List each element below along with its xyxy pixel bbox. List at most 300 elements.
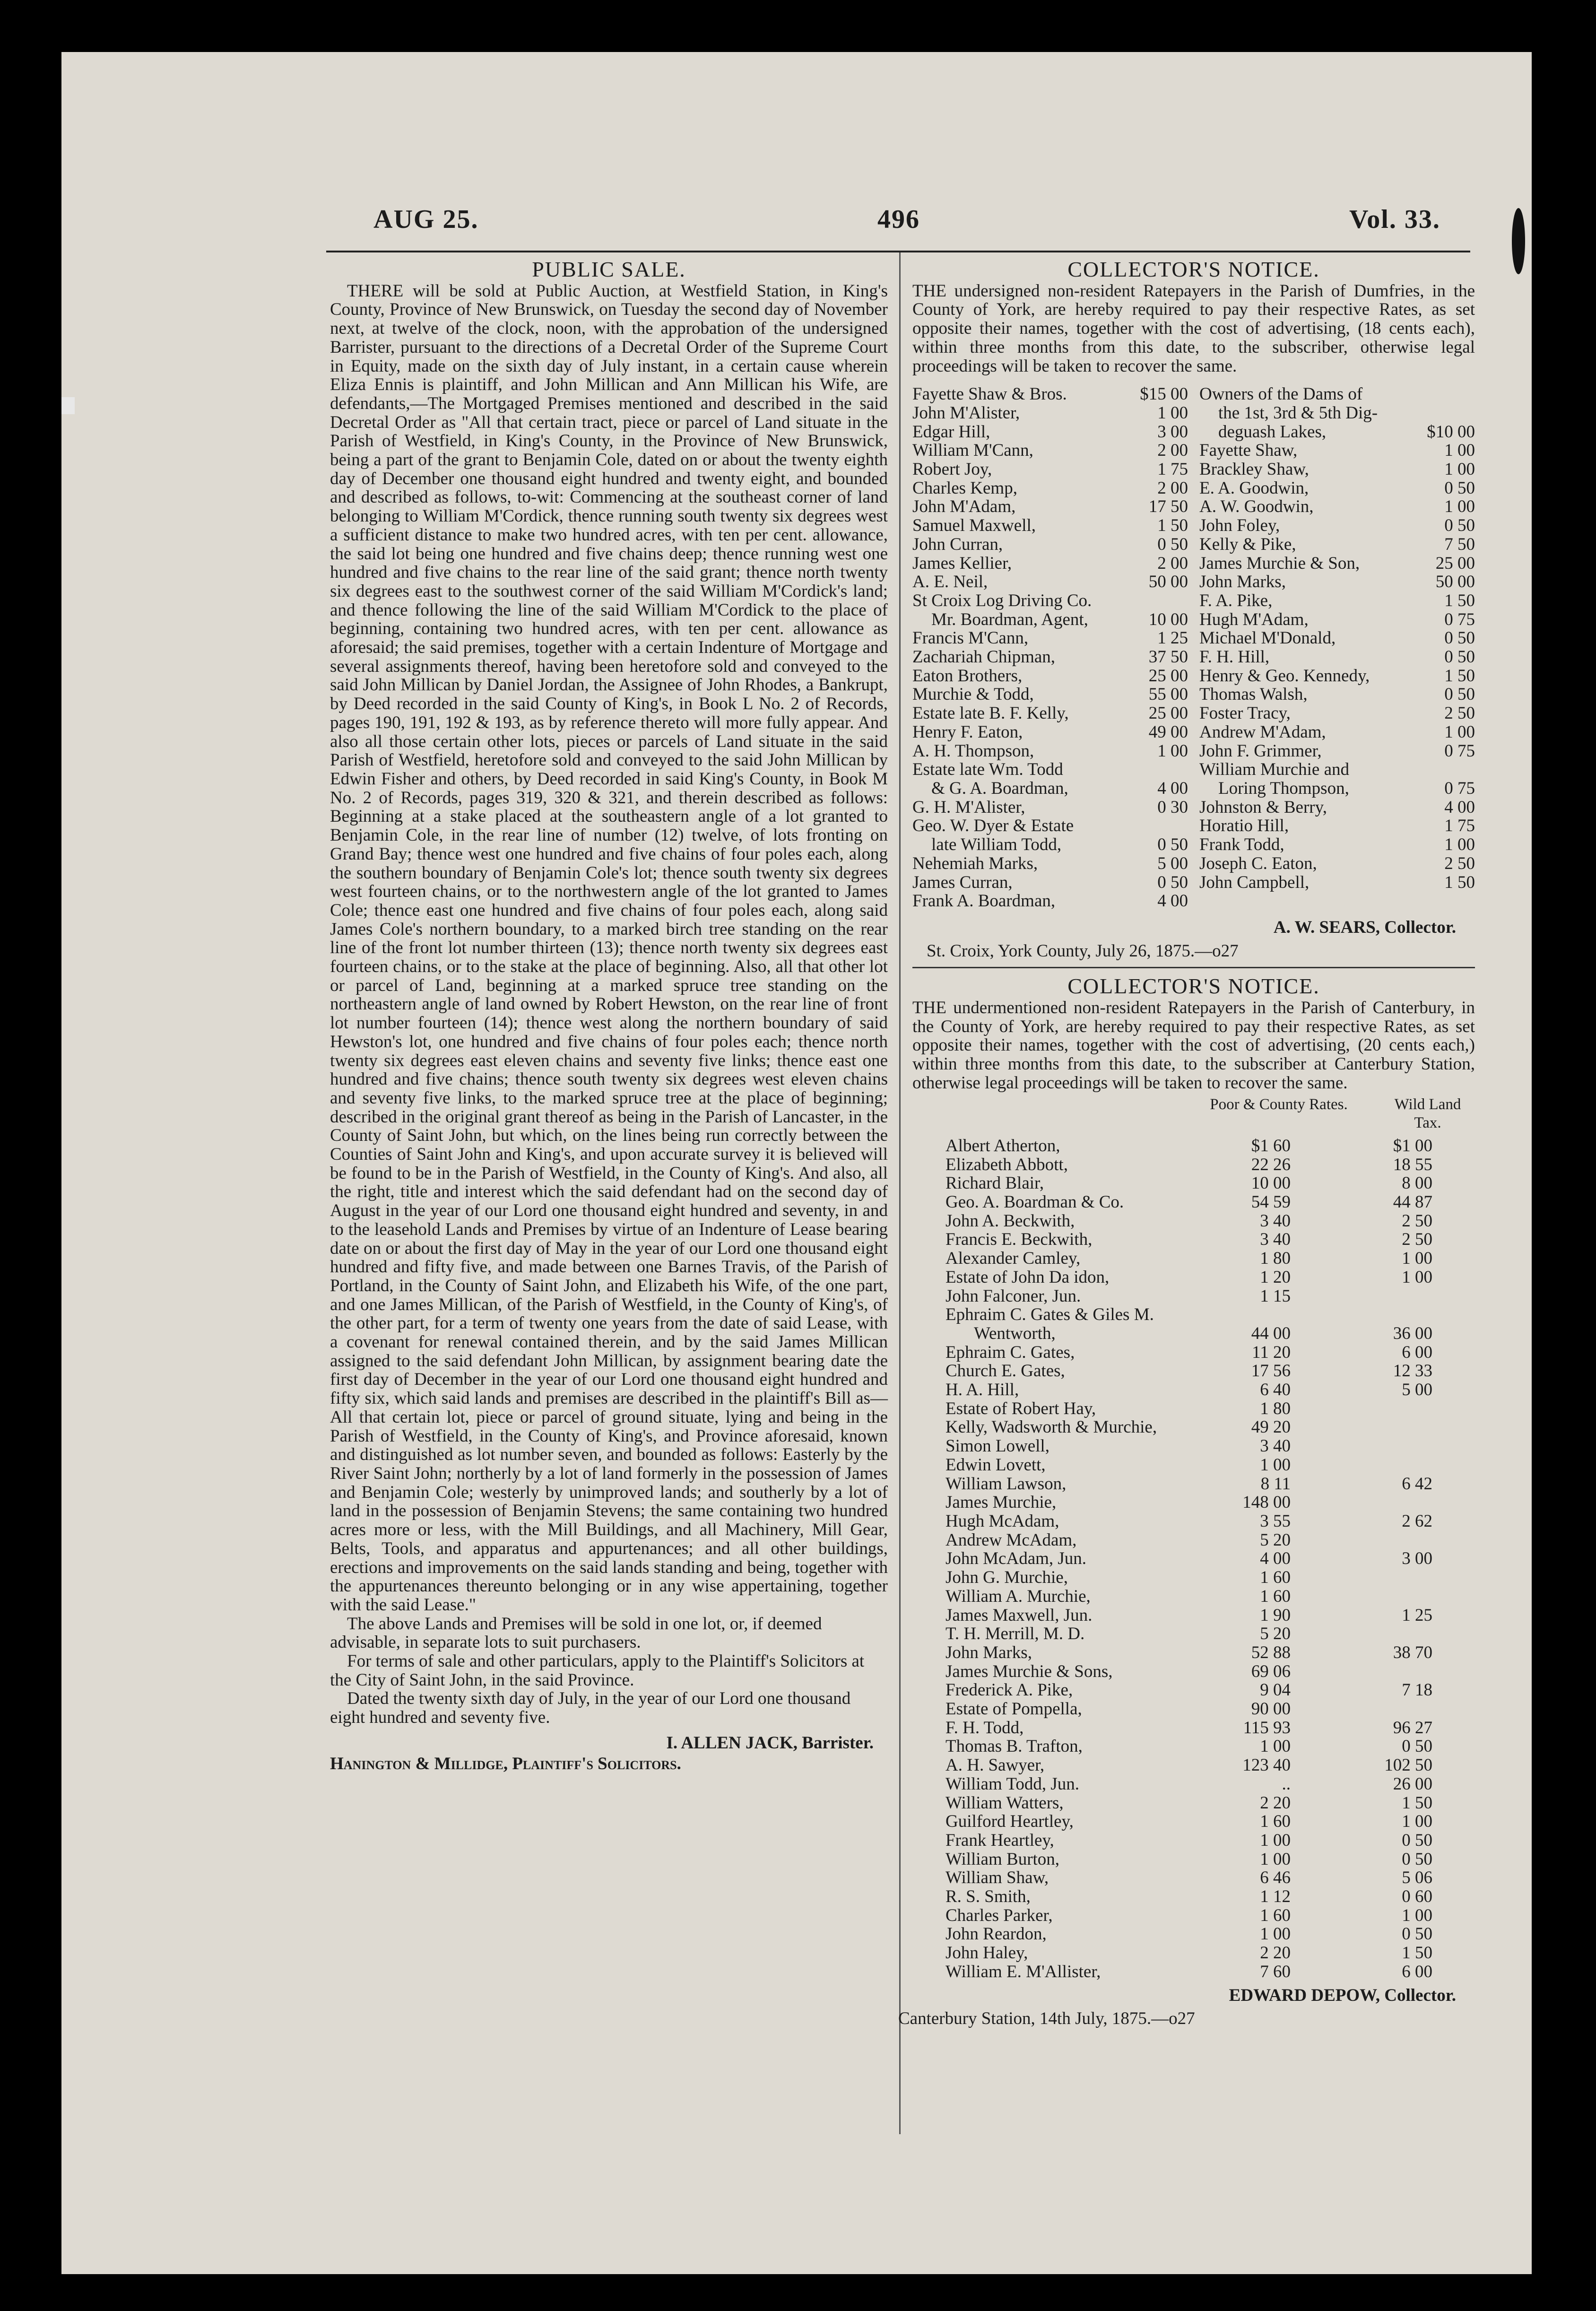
rate-amount: 1 50: [1444, 666, 1475, 686]
table-row: [945, 1399, 1432, 1418]
ratepayer-row: [1199, 441, 1475, 460]
wild-land-tax-header: Wild Land Tax.: [1394, 1095, 1461, 1132]
wild-land-tax: 26 00: [1393, 1774, 1432, 1794]
ratepayer-name: James Kellier,: [912, 553, 1012, 573]
public-sale-body: THERE will be sold at Public Auction, at Westfield Station, in King's County, Province of New Brunswick, on Tuesday the second day of November next, at twelve of the clock, noon, with the approbation of the undersigned Barrister, pursuant to the directions of a Decretal Order of the Supreme Court in Equity, made on the sixth day of July instant, in a certain cause wherein Eliza Ennis is plaintiff, and John Millican and Ann Millican his Wife, are defendants,—The Mortgaged Premises mentioned and described in the said Decretal Order as "All that certain tract, piece or parcel of Land situate in the Parish of Westfield, in King's County, in the Province of New Brunswick, being a part of the grant to Benjamin Cole, dated on or about the twenty eighth day of December one thousand eight hundred and twenty eight, and bounded and described as follows, to-wit: Commencing at the southeast corner of land belonging to William M'Cordick, thence running south twenty six degrees west a sufficient distance to make two hundred acres, with ten per cent. allowance, the said lot being one hundred and five chains deep; thence running west one hundred and five chains to the rear line of the said grant; thence north twenty six degrees east to the southwest corner of the said William M'Cordick's land; and thence following the line of the said William M'Cordick to the place of beginning, containing two hundred acres, with ten per cent. allowance as aforesaid; the said premises, together with a certain Indenture of Mortgage and several assignments thereof, having been heretofore sold and conveyed to the said John Millican by Daniel Jordan, the Assignee of John Rhodes, a Bankrupt, by Deed recorded in the said County of King's, in Book L No. 2 of Records, pages 190, 191, 192 & 193, as by reference thereto will more fully appear. And also all those certain other lots, pieces or parcels of Land situate in the said Parish of Westfield, heretofore sold and conveyed to the said John Millican by Edwin Fisher and others, by Deed recorded in said King's County, in Book M No. 2 of Records, pages 319, 320 & 321, and therein described as follows: Beginning at a stake placed at the southeastern angle of a lot granted to Benjamin Cole, in the rear line of number (12) twelve, of lots fronting on Grand Bay; thence west one hundred and five chains of four poles each, along the southern boundary of Benjamin Cole's lot; thence south twenty six degrees west fourteen chains, or to the northwestern angle of the lot granted to James Cole; thence east one hundred and five chains of four poles each, along said James Cole's northern boundary, to a marked birch tree standing on the rear line of the front lot number thirteen (13); thence north twenty six degrees east fourteen chains, or to the stake at the place of beginning. Also, all that other lot or parcel of Land, beginning at a marked spruce tree standing on the northeastern angle of land owned by Robert Hewston, on the rear line of front lot number fourteen (14); thence west along the northern boundary of said Hewston's lot, one hundred and five chains of four poles each; thence north twenty six degrees east eleven chains and seventy five links; thence east one hundred and five chains; thence south twenty six degrees west eleven chains and seventy five links, to the marked spruce tree at the place of beginning; described in the original grant thereof as being in the Parish of Lancaster, in the County of Saint John, but which, on the lines being run correctly between the Counties of Saint John and King's, and upon accurate survey it is believed will be found to be in the Parish of Westfield, in the County of King's. And also, all the right, title and interest which the said defendant had on the second day of August in the year of our Lord one thousand eight hundred and seventy, in and to the leasehold Lands and Premises by virtue of an Indenture of Lease bearing date on or about the first day of May in the year of our Lord one thousand eight hundred and fifty five, and made between one Barnes Travis, of the Parish of Portland, in the County of Saint John, and Elizabeth his Wife, of the one part, and one James Millican, of the Parish of Westfield, in the County of King's, of the other part, for a term of twenty one years from the date of said Lease, with a covenant for renewal contained therein, and by the said James Millican assigned to the said defendant John Millican, by assignment bearing date the first day of December in the year of our Lord one thousand eight hundred and fifty six, which said lands and premises are described in the plaintiff's Bill as—All that certain lot, piece or parcel of ground situate, lying and being in the Parish of Westfield, in the County of King's, and Province aforesaid, known and distinguished as lot number seven, and bounded as follows: Easterly by the River Saint John; northerly by a lot of land formerly in the possession of James and Benjamin Cole; westerly by unimproved lands; and southerly by a lot of land in the possession of Benjamin Stevens; the same containing two hundred acres more or less, with the Mill Buildings, and all Machinery, Mill Gear, Belts, Tools, and apparatus and appurtenances; and all other buildings, erections and improvements on the said lands standing and being, together with the appurtenances thereunto belonging or in any wise appertaining, together with the said Lease.": [330, 281, 888, 1615]
public-sale-column: [330, 257, 888, 1773]
ratepayer-name: Francis E. Beckwith,: [945, 1230, 1093, 1250]
wild-land-tax: 2 50: [1402, 1211, 1432, 1231]
issue-date: AUG 25.: [373, 205, 479, 234]
poor-county-rate: 44 00: [1251, 1323, 1291, 1343]
ratepayer-name: John Marks,: [1199, 572, 1286, 592]
rate-amount: 50 00: [1435, 572, 1475, 592]
ratepayer-name: Kelly, Wadsworth & Murchie,: [945, 1417, 1157, 1437]
table-row: [945, 1268, 1432, 1287]
wild-land-tax: 1 00: [1402, 1812, 1432, 1832]
wild-land-tax: 1 00: [1402, 1267, 1432, 1287]
ratepayer-name: & G. A. Boardman,: [931, 778, 1068, 798]
rate-amount: 0 75: [1444, 741, 1475, 761]
public-sale-lots-note: The above Lands and Premises will be sold in one lot, or, if deemed advisable, in separate lots to suit purchasers.: [330, 1614, 822, 1652]
ratepayer-name: John A. Beckwith,: [945, 1211, 1075, 1231]
ratepayer-row: [1199, 629, 1475, 648]
rate-amount: 4 00: [1157, 891, 1188, 911]
ratepayer-row: [912, 798, 1188, 817]
ratepayer-row: [1199, 423, 1475, 442]
table-row: [945, 1887, 1432, 1906]
ratepayer-name: Elizabeth Abbott,: [945, 1155, 1068, 1174]
ratepayer-row: [912, 685, 1188, 704]
ratepayer-row: [1199, 591, 1475, 610]
wild-land-tax: $1 00: [1393, 1136, 1432, 1156]
wild-land-tax: 1 50: [1402, 1793, 1432, 1813]
public-sale-dated: Dated the twenty sixth day of July, in the year of our Lord one thousand eight hundred and seventy five.: [330, 1689, 851, 1728]
rate-amount: 0 30: [1157, 797, 1188, 817]
collector-notices-column: [898, 257, 1475, 2029]
ratepayer-row: [912, 404, 1188, 423]
ratepayer-name: James Murchie,: [945, 1493, 1057, 1512]
poor-county-rate: 9 04: [1260, 1680, 1291, 1700]
rate-amount: 0 50: [1157, 835, 1188, 855]
page-number: 496: [877, 205, 920, 234]
ratepayer-row: [912, 779, 1188, 798]
column-divider: [899, 252, 901, 2134]
table-row: [945, 1568, 1432, 1587]
ratepayer-row: [912, 497, 1188, 516]
poor-county-rate: 1 15: [1260, 1286, 1291, 1306]
wild-land-tax: 1 50: [1402, 1943, 1432, 1963]
table-row: [945, 1512, 1432, 1531]
ratepayer-name: Horatio Hill,: [1199, 816, 1289, 836]
wild-land-tax: [1362, 1418, 1432, 1437]
table-row: [945, 1850, 1432, 1869]
rate-amount: 37 50: [1148, 647, 1188, 667]
ratepayer-name: Frank Todd,: [1199, 835, 1284, 855]
ink-blot: [1512, 208, 1525, 274]
ratepayer-name: James Curran,: [912, 872, 1013, 892]
wild-land-tax: 6 00: [1402, 1962, 1432, 1981]
ratepayer-name: E. A. Goodwin,: [1199, 478, 1309, 498]
rate-amount: 0 50: [1157, 534, 1188, 554]
poor-county-rate: 2 20: [1260, 1793, 1291, 1813]
rate-amount: 1 00: [1157, 741, 1188, 761]
ratepayer-row: [1199, 497, 1475, 516]
ratepayer-name: Samuel Maxwell,: [912, 516, 1036, 536]
ratepayer-row: [1199, 873, 1475, 892]
ratepayer-name: John Curran,: [912, 534, 1003, 554]
rate-amount: [1122, 591, 1188, 610]
ratepayer-row: [912, 873, 1188, 892]
ratepayer-row: [1199, 742, 1475, 761]
ratepayer-row: [912, 723, 1188, 742]
table-row: [945, 1193, 1432, 1212]
rate-amount: 1 00: [1157, 403, 1188, 423]
ratepayer-name: Murchie & Todd,: [912, 685, 1034, 704]
ratepayer-name: Edwin Lovett,: [945, 1455, 1046, 1475]
wild-land-tax: [1362, 1587, 1432, 1606]
ratepayer-name: John Campbell,: [1199, 872, 1310, 892]
wild-land-tax: 6 00: [1402, 1342, 1432, 1362]
notice1-list-right: [1199, 385, 1475, 911]
poor-county-rate: 10 00: [1251, 1173, 1291, 1193]
ratepayer-row: [1199, 817, 1475, 835]
table-row: [945, 1418, 1432, 1437]
poor-county-rate: 1 60: [1260, 1568, 1291, 1588]
table-row: [945, 1775, 1432, 1794]
ratepayer-row: [912, 648, 1188, 667]
poor-county-rate: 22 26: [1251, 1155, 1291, 1174]
header-rule: [326, 251, 1470, 252]
wild-land-tax: 0 50: [1402, 1830, 1432, 1850]
ratepayer-row: [912, 704, 1188, 723]
ratepayer-row: [1199, 535, 1475, 554]
ratepayer-row: [912, 535, 1188, 554]
poor-county-rate: 52 88: [1251, 1642, 1291, 1662]
poor-county-rate: 1 60: [1260, 1586, 1291, 1606]
ratepayer-name: Henry F. Eaton,: [912, 722, 1023, 742]
ratepayer-row: [912, 554, 1188, 573]
ratepayer-name: Joseph C. Eaton,: [1199, 853, 1317, 873]
ratepayer-name: F. H. Hill,: [1199, 647, 1270, 667]
ratepayer-name: James Maxwell, Jun.: [945, 1605, 1093, 1625]
ratepayer-name: John Foley,: [1199, 516, 1280, 536]
rate-amount: 25 00: [1435, 553, 1475, 573]
ratepayer-row: [912, 460, 1188, 479]
ratepayer-name: Loring Thompson,: [1218, 778, 1349, 798]
table-row: [945, 1643, 1432, 1662]
rate-amount: 0 50: [1444, 647, 1475, 667]
ratepayer-name: Charles Kemp,: [912, 478, 1017, 498]
notice2-collector: EDWARD DEPOW, Collector.: [1229, 1985, 1456, 2005]
ratepayer-name: Albert Atherton,: [945, 1136, 1060, 1156]
table-row: [945, 1343, 1432, 1362]
ratepayer-name: William M'Cann,: [912, 441, 1033, 460]
plaintiff-solicitors: Hanington & Millidge, Plaintiff's Solicitors.: [330, 1754, 681, 1773]
poor-county-rate: 6 46: [1260, 1868, 1291, 1888]
ratepayer-name: Frederick A. Pike,: [945, 1680, 1073, 1700]
rate-amount: 1 75: [1157, 460, 1188, 479]
ratepayer-name: Simon Lowell,: [945, 1436, 1050, 1456]
table-row: [945, 1305, 1432, 1324]
table-row: [945, 1812, 1432, 1831]
poor-county-rate: 1 80: [1260, 1399, 1291, 1418]
rate-amount: 0 50: [1444, 516, 1475, 536]
ratepayer-name: John F. Grimmer,: [1199, 741, 1322, 761]
poor-county-rate: 49 20: [1251, 1417, 1291, 1437]
wild-land-tax: [1362, 1531, 1432, 1550]
rate-amount: 0 75: [1444, 778, 1475, 798]
barrister-signature: I. ALLEN JACK, Barrister.: [666, 1733, 874, 1753]
poor-county-rate: 90 00: [1251, 1699, 1291, 1719]
poor-county-rate: 1 80: [1260, 1249, 1291, 1268]
ratepayer-name: Henry & Geo. Kennedy,: [1199, 666, 1370, 686]
wild-land-tax: 1 00: [1402, 1249, 1432, 1268]
ratepayer-row: [1199, 798, 1475, 817]
ratepayer-name: Francis M'Cann,: [912, 628, 1029, 648]
poor-county-rate: 123 40: [1242, 1755, 1291, 1775]
ratepayer-row: [1199, 854, 1475, 873]
ratepayer-row: [1199, 704, 1475, 723]
notice2-dateline: Canterbury Station, 14th July, 1875.—o27: [898, 2009, 1195, 2029]
table-row: [945, 1925, 1432, 1944]
ratepayer-name: Robert Joy,: [912, 460, 992, 479]
rate-amount: 4 00: [1444, 797, 1475, 817]
ratepayer-name: R. S. Smith,: [945, 1887, 1031, 1907]
ratepayer-name: Fayette Shaw & Bros.: [912, 384, 1067, 404]
table-row: [945, 1868, 1432, 1887]
rate-amount: 2 00: [1157, 478, 1188, 498]
ratepayer-name: John Reardon,: [945, 1924, 1047, 1944]
rate-amount: 25 00: [1148, 666, 1188, 686]
ratepayer-row: [912, 610, 1188, 629]
poor-county-rate: 3 40: [1260, 1230, 1291, 1250]
ratepayer-name: G. H. M'Alister,: [912, 797, 1025, 817]
table-row: [945, 1906, 1432, 1925]
poor-county-rate: 5 20: [1260, 1530, 1291, 1550]
rate-amount: 1 50: [1157, 516, 1188, 536]
wild-land-tax: 1 25: [1402, 1605, 1432, 1625]
ratepayer-name: Estate late B. F. Kelly,: [912, 704, 1069, 723]
table-row: [945, 1287, 1432, 1306]
ratepayer-name: Kelly & Pike,: [1199, 534, 1296, 554]
ratepayer-name: Eaton Brothers,: [912, 666, 1023, 686]
wild-land-tax: 44 87: [1393, 1192, 1432, 1212]
ratepayer-row: [912, 516, 1188, 535]
ratepayer-name: Estate of Pompella,: [945, 1699, 1082, 1719]
poor-county-rate: 1 00: [1260, 1737, 1291, 1756]
wild-land-tax: [1362, 1568, 1432, 1587]
newspaper-page: [61, 52, 1532, 2274]
notice1-ratepayer-list: [912, 385, 1475, 911]
ratepayer-name: Guilford Heartley,: [945, 1812, 1074, 1832]
rate-amount: 4 00: [1157, 778, 1188, 798]
public-sale-terms: For terms of sale and other particulars, apply to the Plaintiff's Solicitors at the City of Saint John, in the said Province.: [330, 1651, 865, 1690]
ratepayer-name: William Watters,: [945, 1793, 1064, 1813]
notice1-list-left: [912, 385, 1188, 911]
ratepayer-name: John M'Adam,: [912, 497, 1016, 517]
ratepayer-name: Geo. A. Boardman & Co.: [945, 1192, 1124, 1212]
wild-land-tax: [1362, 1662, 1432, 1681]
ratepayer-name: F. H. Todd,: [945, 1718, 1024, 1738]
wild-land-tax: [1362, 1456, 1432, 1475]
rate-amount: 1 75: [1444, 816, 1475, 836]
poor-county-rate: 3 40: [1260, 1211, 1291, 1231]
poor-county-rate: $1 60: [1251, 1136, 1291, 1156]
rate-amount: [1409, 760, 1475, 779]
wild-land-tax: [1362, 1399, 1432, 1418]
poor-county-rate: 1 60: [1260, 1812, 1291, 1832]
table-row: [945, 1944, 1432, 1963]
notice2-column-headers: [912, 1095, 1475, 1133]
wild-land-tax: [1362, 1287, 1432, 1306]
ratepayer-row: [1199, 460, 1475, 479]
ratepayer-name: T. H. Merrill, M. D.: [945, 1624, 1085, 1644]
rate-amount: [1409, 385, 1475, 404]
poor-county-rate: 11 20: [1252, 1342, 1291, 1362]
ratepayer-name: F. A. Pike,: [1199, 591, 1273, 610]
ratepayer-name: William Todd, Jun.: [945, 1774, 1080, 1794]
ratepayer-name: Edgar Hill,: [912, 422, 990, 442]
ratepayer-name: John Marks,: [945, 1642, 1032, 1662]
poor-county-rate: 115 93: [1243, 1718, 1291, 1738]
ratepayer-name: Foster Tracy,: [1199, 704, 1291, 723]
poor-county-rates-header: Poor & County Rates.: [1210, 1095, 1348, 1113]
ratepayer-row: [912, 441, 1188, 460]
poor-county-rate: 17 56: [1251, 1361, 1291, 1381]
ratepayer-row: [1199, 573, 1475, 591]
notice2-body: THE undermentioned non-resident Ratepayers in the Parish of Canterbury, in the County of York, are hereby required to pay their respective Rates, as set opposite their names, together with the cost of advertising, (20 cents each,) within three months from this date, to the subscriber at Canterbury Station, otherwise legal proceedings will be taken to recover the same.: [912, 998, 1475, 1093]
rate-amount: 0 75: [1444, 609, 1475, 629]
rate-amount: 1 00: [1444, 441, 1475, 460]
poor-county-rate: 1 90: [1260, 1605, 1291, 1625]
rate-amount: 0 50: [1157, 872, 1188, 892]
ratepayer-name: Estate of John Da idon,: [945, 1267, 1110, 1287]
wild-land-tax: 38 70: [1393, 1642, 1432, 1662]
volume-number: Vol. 33.: [1349, 205, 1440, 234]
wild-land-tax: 0 50: [1402, 1737, 1432, 1756]
poor-county-rate: 4 00: [1260, 1549, 1291, 1569]
ratepayer-name: John McAdam, Jun.: [945, 1549, 1087, 1569]
notice1-collector: A. W. SEARS, Collector.: [1273, 917, 1456, 937]
rate-amount: 10 00: [1148, 609, 1188, 629]
rate-amount: 0 50: [1444, 478, 1475, 498]
ratepayer-row: [912, 423, 1188, 442]
ratepayer-name: William Murchie and: [1199, 760, 1350, 780]
table-row: [945, 1381, 1432, 1399]
ratepayer-row: [912, 667, 1188, 686]
ratepayer-name: A. H. Thompson,: [912, 741, 1034, 761]
ratepayer-name: St Croix Log Driving Co.: [912, 591, 1092, 610]
rate-amount: [1409, 404, 1475, 423]
notice2-title: COLLECTOR'S NOTICE.: [1067, 974, 1320, 999]
table-row: [945, 1531, 1432, 1550]
ratepayer-name: Nehemiah Marks,: [912, 853, 1038, 873]
poor-county-rate: 7 60: [1260, 1962, 1291, 1981]
wild-land-tax: 3 00: [1402, 1549, 1432, 1569]
table-row: [945, 1549, 1432, 1568]
ratepayer-row: [1199, 516, 1475, 535]
rate-amount: 2 50: [1444, 704, 1475, 723]
ratepayer-row: [912, 479, 1188, 498]
poor-county-rate: 2 20: [1260, 1943, 1291, 1963]
notice1-dateline: St. Croix, York County, July 26, 1875.—o27: [927, 941, 1239, 961]
poor-county-rate: 54 59: [1251, 1192, 1291, 1212]
public-sale-title: PUBLIC SALE.: [532, 257, 686, 281]
ratepayer-row: [912, 742, 1188, 761]
table-row: [945, 1137, 1432, 1156]
table-row: [945, 1174, 1432, 1193]
poor-county-rate: 6 40: [1260, 1380, 1291, 1400]
ratepayer-name: James Murchie & Son,: [1199, 553, 1360, 573]
wild-land-tax: 0 50: [1402, 1924, 1432, 1944]
table-row: [945, 1831, 1432, 1850]
rate-amount: 1 50: [1444, 591, 1475, 610]
poor-county-rate: 69 06: [1251, 1661, 1291, 1681]
ratepayer-name: Fayette Shaw,: [1199, 441, 1298, 460]
ratepayer-name: William A. Murchie,: [945, 1586, 1091, 1606]
wild-land-tax: 0 60: [1402, 1887, 1432, 1907]
table-row: [945, 1230, 1432, 1249]
rate-amount: 7 50: [1444, 534, 1475, 554]
wild-land-tax: [1362, 1437, 1432, 1456]
rate-amount: 1 25: [1157, 628, 1188, 648]
poor-county-rate: 3 40: [1260, 1436, 1291, 1456]
ratepayer-name: late William Todd,: [931, 835, 1062, 855]
ratepayer-name: A. E. Neil,: [912, 572, 988, 592]
table-row: [945, 1156, 1432, 1174]
rate-amount: 0 50: [1444, 628, 1475, 648]
ratepayer-row: [912, 629, 1188, 648]
ratepayer-name: John G. Murchie,: [945, 1568, 1068, 1588]
ratepayer-name: H. A. Hill,: [945, 1380, 1019, 1400]
wild-land-tax: 5 06: [1402, 1868, 1432, 1888]
table-row: [945, 1606, 1432, 1625]
table-row: [945, 1324, 1432, 1343]
ratepayer-name: A. W. Goodwin,: [1199, 497, 1314, 517]
ratepayer-name: Richard Blair,: [945, 1173, 1044, 1193]
ratepayer-name: Church E. Gates,: [945, 1361, 1065, 1381]
notice2-ratepayer-table: [945, 1137, 1432, 1981]
ratepayer-name: Zachariah Chipman,: [912, 647, 1056, 667]
ratepayer-name: Estate of Robert Hay,: [945, 1399, 1096, 1418]
table-row: [945, 1756, 1432, 1775]
notice1-title: COLLECTOR'S NOTICE.: [1067, 257, 1320, 281]
ratepayer-row: [912, 835, 1188, 854]
ratepayer-row: [912, 760, 1188, 779]
wild-land-tax: [1362, 1625, 1432, 1643]
table-row: [945, 1737, 1432, 1756]
ratepayer-name: Charles Parker,: [945, 1905, 1053, 1925]
ratepayer-name: Andrew M'Adam,: [1199, 722, 1326, 742]
notice-separator: [912, 967, 1475, 968]
rate-amount: 1 00: [1444, 722, 1475, 742]
rate-amount: 50 00: [1148, 572, 1188, 592]
wild-land-tax: 6 42: [1402, 1474, 1432, 1494]
wild-land-tax: [1362, 1305, 1432, 1324]
table-row: [945, 1456, 1432, 1475]
notice1-body: THE undersigned non-resident Ratepayers in the Parish of Dumfries, in the County of York, are hereby required to pay their respective Rates, as set opposite their names, together with the cost of advertising, (18 cents each), within three months from this date, to the subscriber, otherwise legal proceedings will be taken to recover the same.: [912, 281, 1475, 376]
ratepayer-row: [1199, 835, 1475, 854]
table-row: [945, 1493, 1432, 1512]
rate-amount: 0 50: [1444, 685, 1475, 704]
ratepayer-row: [1199, 779, 1475, 798]
ratepayer-name: Brackley Shaw,: [1199, 460, 1309, 479]
rate-amount: 2 50: [1444, 853, 1475, 873]
ratepayer-name: William Lawson,: [945, 1474, 1067, 1494]
ratepayer-name: William E. M'Allister,: [945, 1962, 1101, 1981]
table-row: [945, 1475, 1432, 1494]
wild-land-tax: 102 50: [1384, 1755, 1432, 1775]
ratepayer-name: John Falconer, Jun.: [945, 1286, 1081, 1306]
ratepayer-row: [1199, 685, 1475, 704]
ratepayer-name: Ephraim C. Gates & Giles M.: [945, 1305, 1154, 1325]
ratepayer-name: Owners of the Dams of: [1199, 384, 1363, 404]
ratepayer-row: [912, 385, 1188, 404]
rate-amount: 2 00: [1157, 441, 1188, 460]
ratepayer-row: [912, 854, 1188, 873]
rate-amount: 2 00: [1157, 553, 1188, 573]
poor-county-rate: 148 00: [1242, 1493, 1291, 1512]
ratepayer-row: [1199, 610, 1475, 629]
poor-county-rate: ..: [1282, 1774, 1291, 1794]
poor-county-rate: [1206, 1305, 1362, 1324]
wild-land-tax: 2 62: [1402, 1512, 1432, 1531]
rate-amount: [1122, 817, 1188, 835]
table-row: [945, 1662, 1432, 1681]
table-row: [945, 1700, 1432, 1719]
ratepayer-row: [1199, 648, 1475, 667]
rate-amount: 1 00: [1444, 835, 1475, 855]
ratepayer-name: Thomas Walsh,: [1199, 685, 1308, 704]
